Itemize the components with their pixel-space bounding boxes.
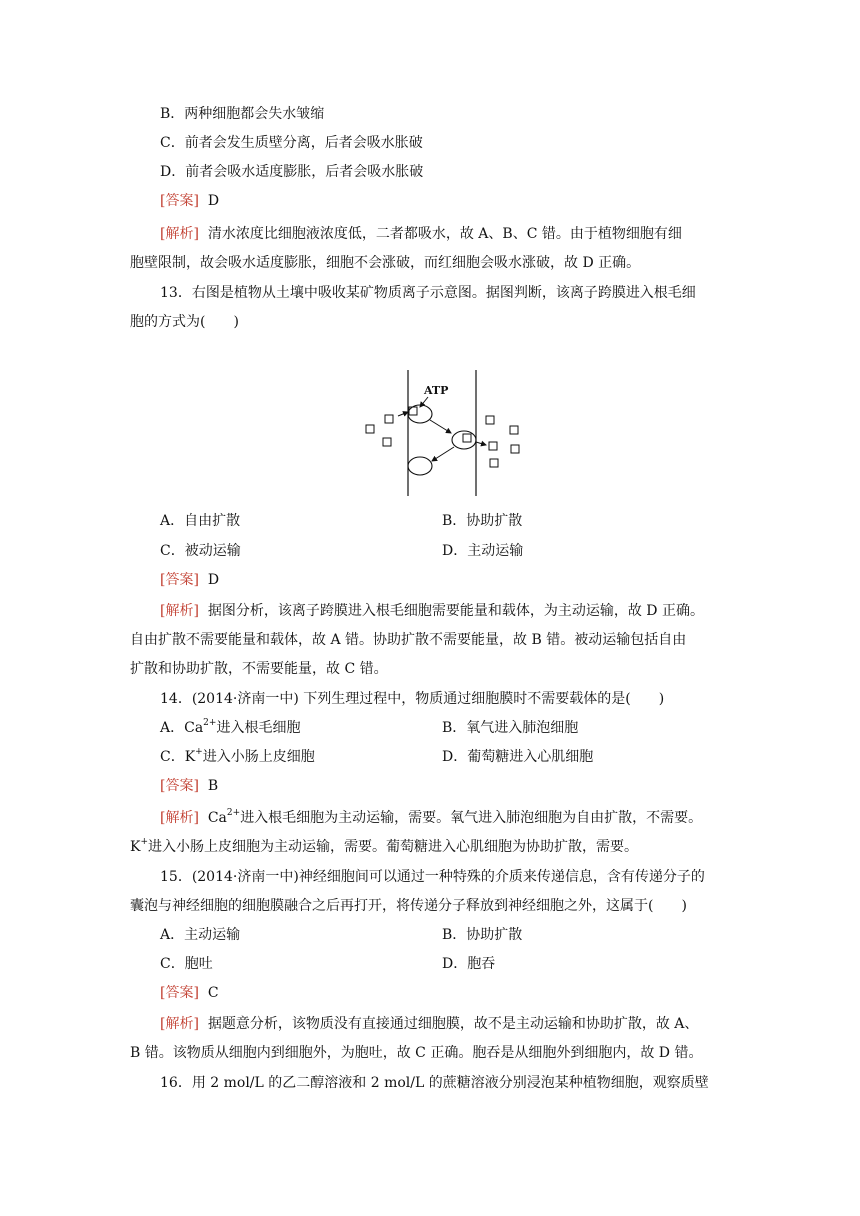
ion-square xyxy=(383,438,391,446)
ion-square xyxy=(510,426,518,434)
option-text: A．Ca xyxy=(160,720,204,736)
analysis-text: Ca xyxy=(207,810,227,826)
q13-answer xyxy=(160,570,219,590)
analysis-text: 进入根毛细胞为主动运输，需要。氧气进入肺泡细胞为自由扩散，不需要。 xyxy=(240,810,703,826)
option-text: 进入根毛细胞 xyxy=(216,720,301,736)
q13-option-c: C．被动运输 xyxy=(160,543,241,559)
analysis-text: K xyxy=(130,839,141,855)
carrier-arrow-back xyxy=(432,447,454,461)
q12-option-c: C．前者会发生质壁分离，后者会吸水胀破 xyxy=(160,135,423,151)
answer-label: [答案] xyxy=(160,778,199,794)
analysis-label: [解析] xyxy=(160,1016,199,1032)
q15-option-d: D．胞吞 xyxy=(442,956,496,972)
q12-analysis-line2: 胞壁限制，故会吸水适度膨胀，细胞不会涨破，而红细胞会吸水涨破，故 D 正确。 xyxy=(130,255,641,271)
ion-square xyxy=(366,425,374,433)
ion-entry-arrow xyxy=(398,412,408,416)
option-text: 进入小肠上皮细胞 xyxy=(202,749,315,765)
option-text: C．K xyxy=(160,749,196,765)
answer-value: D xyxy=(207,193,220,209)
carrier-top xyxy=(408,405,432,423)
ion-square xyxy=(489,442,497,450)
superscript: + xyxy=(140,837,149,848)
q13-option-b: B．协助扩散 xyxy=(442,513,523,529)
ion-square xyxy=(463,434,471,442)
q14-option-b: B．氧气进入肺泡细胞 xyxy=(442,720,579,736)
q14-option-a xyxy=(160,718,300,738)
q13-analysis-line1 xyxy=(160,601,704,621)
ion-square xyxy=(385,415,393,423)
q13-option-d: D．主动运输 xyxy=(442,543,524,559)
ion-transport-figure xyxy=(358,368,528,498)
q14-option-c xyxy=(160,747,315,767)
q12-option-d: D．前者会吸水适度膨胀，后者会吸水胀破 xyxy=(160,164,424,180)
carrier-bottom xyxy=(408,457,432,475)
q14-answer xyxy=(160,776,218,796)
answer-value: B xyxy=(207,778,219,794)
q15-analysis-line1 xyxy=(160,1014,698,1034)
q13-stem-line2: 胞的方式为( ) xyxy=(130,314,239,330)
q15-option-a: A．主动运输 xyxy=(160,927,241,943)
ion-exit-arrow xyxy=(476,442,486,445)
answer-label: [答案] xyxy=(160,572,199,588)
q12-analysis-line1 xyxy=(160,224,682,244)
q13-analysis-line3: 扩散和协助扩散，不需要能量，故 C 错。 xyxy=(130,661,388,677)
q16-stem-line1: 16．用 2 mol/L 的乙二醇溶液和 2 mol/L 的蔗糖溶液分别浸泡某种植物细胞，观察质壁 xyxy=(160,1075,709,1091)
ion-square xyxy=(511,445,519,453)
ion-square xyxy=(490,459,498,467)
analysis-label: [解析] xyxy=(160,226,199,242)
analysis-text: 进入小肠上皮细胞为主动运输，需要。葡萄糖进入心肌细胞为协助扩散，需要。 xyxy=(148,839,639,855)
analysis-text: 清水浓度比细胞液浓度低，二者都吸水，故 A、B、C 错。由于植物细胞有细 xyxy=(207,226,682,242)
q12-option-b: B．两种细胞都会失水皱缩 xyxy=(160,106,325,122)
analysis-label: [解析] xyxy=(160,603,199,619)
answer-value: C xyxy=(207,985,219,1001)
q14-analysis-line1 xyxy=(160,808,702,828)
answer-label: [答案] xyxy=(160,193,199,209)
analysis-label: [解析] xyxy=(160,810,199,826)
answer-value: D xyxy=(207,572,220,588)
analysis-text: 据题意分析，该物质没有直接通过细胞膜，故不是主动运输和协助扩散，故 A、 xyxy=(207,1016,699,1032)
superscript: + xyxy=(195,747,203,758)
q13-option-a: A．自由扩散 xyxy=(160,513,241,529)
q15-analysis-line2: B 错。该物质从细胞内到细胞外，为胞吐，故 C 正确。胞吞是从细胞外到细胞内，故 D 错。 xyxy=(130,1045,703,1061)
superscript: 2+ xyxy=(203,718,217,729)
analysis-text: 据图分析，该离子跨膜进入根毛细胞需要能量和载体，为主动运输，故 D 正确。 xyxy=(207,603,704,619)
q13-stem-line1: 13．右图是植物从土壤中吸收某矿物质离子示意图。据图判断，该离子跨膜进入根毛细 xyxy=(160,285,696,301)
q12-answer xyxy=(160,191,219,211)
q15-answer xyxy=(160,983,219,1003)
q14-option-d: D．葡萄糖进入心肌细胞 xyxy=(442,749,594,765)
q15-option-c: C．胞吐 xyxy=(160,956,213,972)
atp-label: ATP xyxy=(424,384,449,397)
q14-stem: 14．(2014·济南一中) 下列生理过程中，物质通过细胞膜时不需要载体的是( ) xyxy=(160,691,665,707)
superscript: 2+ xyxy=(226,808,241,819)
q13-analysis-line2: 自由扩散不需要能量和载体，故 A 错。协助扩散不需要能量，故 B 错。被动运输包括自由 xyxy=(130,632,687,648)
q15-option-b: B．协助扩散 xyxy=(442,927,523,943)
carrier-arrow-down xyxy=(430,420,451,433)
ion-square xyxy=(486,416,494,424)
answer-label: [答案] xyxy=(160,985,199,1001)
q15-stem-line1: 15．(2014·济南一中)神经细胞间可以通过一种特殊的介质来传递信息，含有传递分子的 xyxy=(160,869,705,885)
q14-analysis-line2 xyxy=(130,837,638,857)
q15-stem-line2: 囊泡与神经细胞的细胞膜融合之后再打开，将传递分子释放到神经细胞之外，这属于( ) xyxy=(130,898,687,914)
